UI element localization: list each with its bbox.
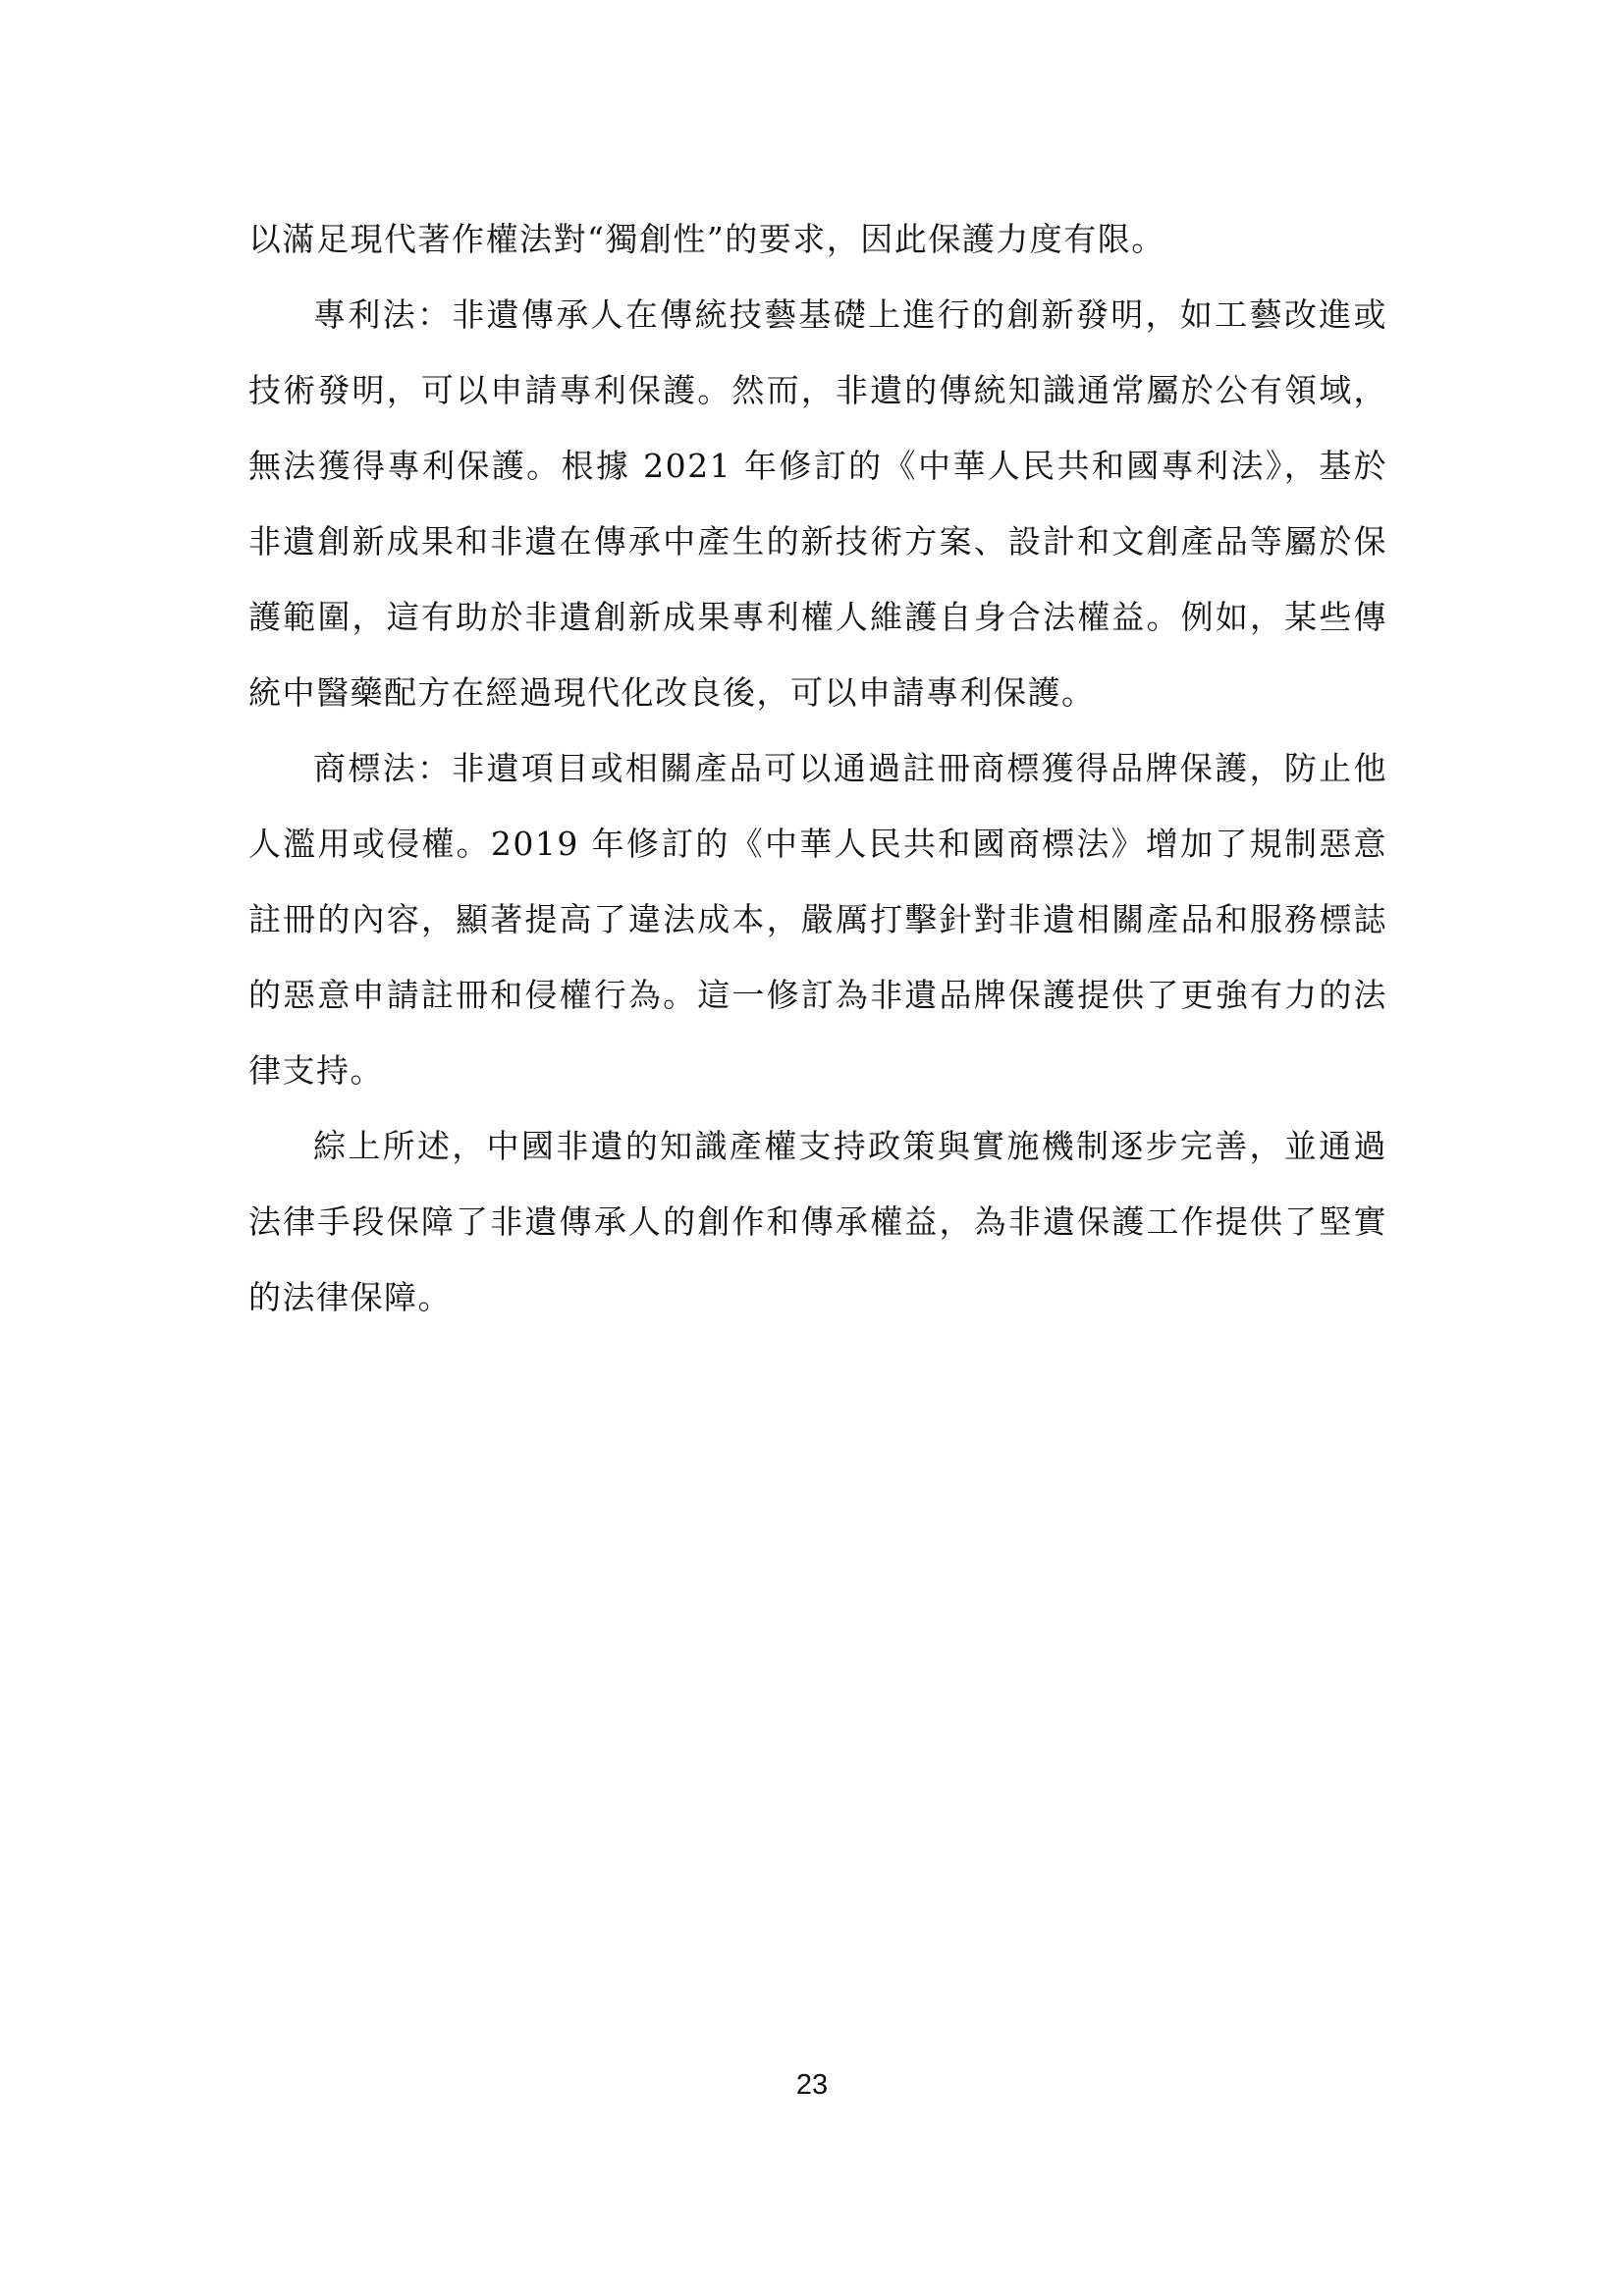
page-number: 23 xyxy=(795,2069,829,2101)
body-text xyxy=(248,201,1387,1335)
paragraph-continued: 以滿足現代著作權法對“獨創性”的要求，因此保護力度有限。 xyxy=(248,220,1165,258)
paragraph-trademark-law: 商標法：非遺項目或相關產品可以通過註冊商標獲得品牌保護，防止他人濫用或侵權。2019 年修訂的《中華人民共和國商標法》增加了規制惡意註冊的內容，顯著提高了違法成本，嚴厲打擊針對非遺相關產品和服務標誌的惡意申請註冊和侵權行為。這一修訂為非遺品牌保護提供了更強有力的法律支持。 xyxy=(248,749,1387,1090)
paragraph-conclusion: 綜上所述，中國非遺的知識產權支持政策與實施機制逐步完善，並通過法律手段保障了非遺傳承人的創作和傳承權益，為非遺保護工作提供了堅實的法律保障。 xyxy=(248,1127,1387,1316)
paragraph-patent-law: 專利法：非遺傳承人在傳統技藝基礎上進行的創新發明，如工藝改進或技術發明，可以申請專利保護。然而，非遺的傳統知識通常屬於公有領域，無法獲得專利保護。根據 2021 年修訂的《中華人民共和國專利法》，基於非遺創新成果和非遺在傳承中產生的新技術方案、設計和文創產品等屬於保護範圍，這有助於非遺創新成果專利權人維護自身合法權益。例如，某些傳統中醫藥配方在經過現代化改良後，可以申請專利保護。 xyxy=(248,295,1387,712)
